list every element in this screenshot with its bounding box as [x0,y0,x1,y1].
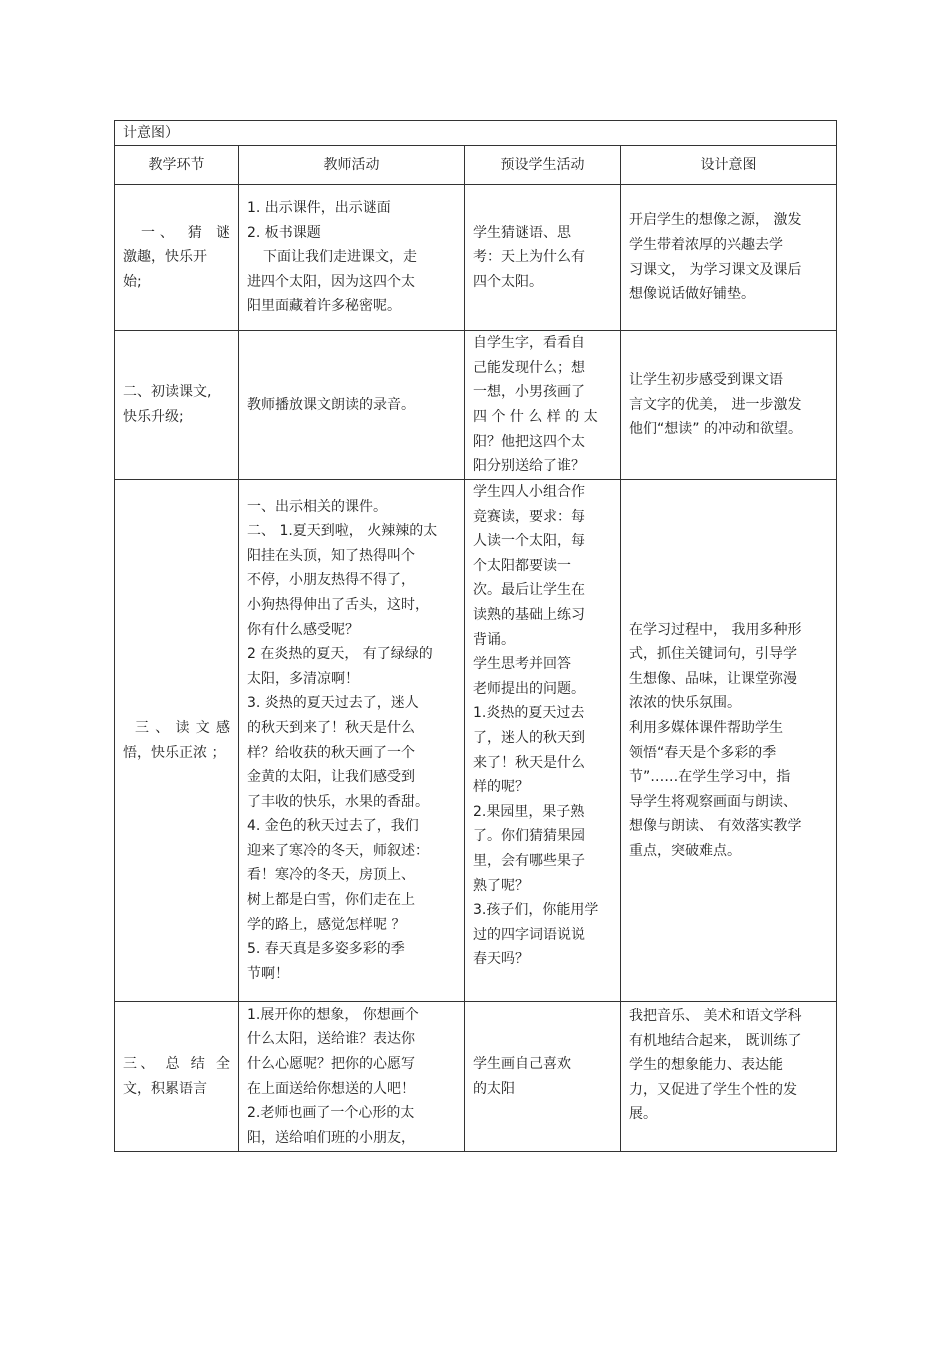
cell-line: 次。最后让学生在 [473,582,585,599]
cell-line: 三 、 读 文 感 [135,719,230,736]
cell-line: 阳，送给咱们班的小朋友， [247,1129,415,1146]
cell-line: 生想像、品味，让课堂弥漫 [629,670,797,687]
header-row [115,146,837,185]
table-row [115,331,837,480]
teacher-activity-cell [239,331,465,480]
cell-line: 2.果园里，果子熟 [473,803,585,820]
cell-line: 2. 板书课题 [247,224,321,241]
cell-line: 人读一个太阳，每 [473,533,585,550]
cell-line: 学生思考并回答 [473,656,571,673]
cell-line: 学的路上，感觉怎样呢 ？ [247,916,406,933]
cell-line: 一、 猜 谜 [141,224,230,241]
lesson-plan-document [114,120,836,1152]
header-student-activity: 预设学生活动 [465,146,621,185]
cell-line: 在上面送给你想送的人吧！ [247,1080,415,1097]
cell-line: 他们“想读” 的冲动和欲望。 [629,421,802,438]
cell-line: 开启学生的想像之源， 激发 [629,212,802,229]
cell-line: 想像与朗读、 有效落实教学 [629,818,802,835]
cell-line: 一想，小男孩画了 [473,384,585,401]
cell-line: 3.孩子们，你能用学 [473,902,599,919]
cell-line: 一、出示相关的课件。 [247,498,387,515]
cell-line: 2 在炎热的夏天， 有了绿绿的 [247,646,433,663]
cell-line: 言文字的优美， 进一步激发 [629,396,802,413]
cell-line: 重点，突破难点。 [629,842,741,859]
cell-line: 的秋天到来了！秋天是什么 [247,719,415,736]
design-intent-cell [621,331,837,480]
cell-line: 快乐升级; [123,409,184,425]
cell-line: 熟了呢？ [473,877,529,894]
cell-line: 学生画自己喜欢 [473,1055,571,1072]
cell-line: 什么心愿呢？把你的心愿写 [247,1055,415,1072]
cell-line: 里，会有哪些果子 [473,852,585,869]
table-row [115,1002,837,1152]
cell-line: 了，迷人的秋天到 [473,729,585,746]
cell-line: 阳？他把这四个太 [473,433,585,450]
cell-line: 背诵。 [473,631,515,648]
cell-line: 己能发现什么；想 [473,359,585,376]
cell-line: 浓浓的快乐氛围。 [629,695,741,712]
cell-line: 二、 1.夏天到啦， 火辣辣的太 [247,523,438,540]
cell-line: 小狗热得伸出了舌头，这时， [247,596,429,613]
cell-line: 我把音乐、 美术和语文学科 [629,1008,802,1024]
table-row [115,185,837,331]
cell-line: 文，积累语言 [123,1080,207,1097]
cell-line: 看！寒冷的冬天，房顶上、 [247,867,415,884]
cell-line: 阳挂在头顶，知了热得叫个 [247,547,415,564]
student-activity-cell [465,480,621,1002]
header-design-intent: 设计意图 [621,146,837,185]
student-activity-cell [465,185,621,331]
cell-line: 了。你们猜猜果园 [473,828,585,845]
cell-line: 阳里面藏着许多秘密呢。 [247,298,401,315]
cell-line: 习课文， 为学习课文及课后 [629,261,802,278]
cell-line: 学生四人小组合作 [473,484,585,500]
cell-line: 金黄的太阳，让我们感受到 [247,769,415,786]
cell-line: 5. 春天真是多姿多彩的季 [247,941,405,958]
header-teacher-activity: 教师活动 [239,146,465,185]
cell-line: 过的四字词语说说 [473,926,585,943]
header-stage: 教学环节 [115,146,239,185]
cell-line: 4. 金色的秋天过去了，我们 [247,818,419,835]
cell-line: 式，抓住关键词句，引导学 [629,646,797,663]
cell-line: 春天吗？ [473,951,529,968]
cell-line: 节啊！ [247,965,289,982]
cell-line: 太阳，多清凉啊！ [247,670,359,687]
cell-line: 来了！秋天是什么 [473,754,585,771]
cell-line: 有机地结合起来， 既训练了 [629,1032,802,1049]
cell-line: 3. 炎热的夏天过去了，迷人 [247,695,419,712]
table-caption: 计意图） [115,121,837,146]
lesson-plan-table [114,120,837,1152]
cell-line: 迎来了寒冷的冬天，师叙述： [247,842,429,859]
stage-cell [115,331,239,480]
cell-line: 激趣，快乐开 [123,249,207,266]
cell-line: 进四个太阳，因为这四个太 [247,273,415,290]
cell-line: 的太阳 [473,1080,515,1097]
cell-line: 领悟“春天是个多彩的季 [629,744,777,761]
cell-line: 让学生初步感受到课文语 [629,372,783,389]
teacher-activity-cell [239,1002,465,1152]
cell-line: 二、初读课文, [123,384,212,401]
cell-line: 阳分别送给了谁？ [473,458,585,475]
cell-line: 四 个 什 么 样 的 太 [473,409,598,425]
cell-line: 节”……在学生学习中，指 [629,769,791,786]
cell-line: 在学习过程中， 我用多种形 [629,621,802,638]
cell-line: 自学生字，看看自 [473,335,585,352]
cell-line: 力，又促进了学生个性的发 [629,1081,797,1098]
cell-line: 个太阳都要读一 [473,557,571,574]
cell-line: 样？给收获的秋天画了一个 [247,744,415,761]
teacher-activity-cell [239,480,465,1002]
cell-line: 始; [123,273,142,290]
cell-line: 1.展开你的想象， 你想画个 [247,1006,419,1023]
cell-line: 2.老师也画了一个心形的太 [247,1105,415,1122]
cell-line: 利用多媒体课件帮助学生 [629,719,783,736]
cell-line: 不停，小朋友热得不得了， [247,572,415,589]
table-row [115,480,837,1002]
stage-cell [115,1002,239,1152]
cell-line: 老师提出的问题。 [473,680,585,697]
cell-line: 四个太阳。 [473,273,543,290]
cell-line: 1.炎热的夏天过去 [473,705,585,722]
cell-line: 考：天上为什么有 [473,249,585,266]
teacher-activity-cell [239,185,465,331]
cell-line: 导学生将观察画面与朗读、 [629,793,797,810]
stage-cell [115,480,239,1002]
design-intent-cell [621,1002,837,1152]
cell-line: 想像说话做好铺垫。 [629,286,755,303]
stage-cell [115,185,239,331]
design-intent-cell [621,480,837,1002]
cell-line: 读熟的基础上练习 [473,606,585,623]
cell-line: 展。 [629,1106,657,1123]
cell-line: 你有什么感受呢？ [247,621,359,638]
cell-line: 悟，快乐正浓 ； [123,744,226,761]
cell-line: 学生带着浓厚的兴趣去学 [629,236,783,253]
cell-line: 了丰收的快乐，水果的香甜。 [247,793,429,810]
student-activity-cell [465,331,621,480]
cell-line: 教师播放课文朗读的录音。 [247,396,415,413]
cell-line: 三、 总 结 全 [123,1055,230,1072]
cell-line: 学生猜谜语、思 [473,224,571,241]
cell-line: 1. 出示课件，出示谜面 [247,200,391,217]
cell-line: 竞赛读，要求：每 [473,508,585,525]
cell-line: 学生的想象能力、表达能 [629,1057,783,1074]
cell-line: 什么太阳，送给谁？表达你 [247,1031,415,1048]
cell-line: 样的呢？ [473,779,529,796]
student-activity-cell [465,1002,621,1152]
design-intent-cell [621,185,837,331]
cell-line: 树上都是白雪，你们走在上 [247,892,415,909]
cell-line: 下面让我们走进课文，走 [263,249,417,266]
